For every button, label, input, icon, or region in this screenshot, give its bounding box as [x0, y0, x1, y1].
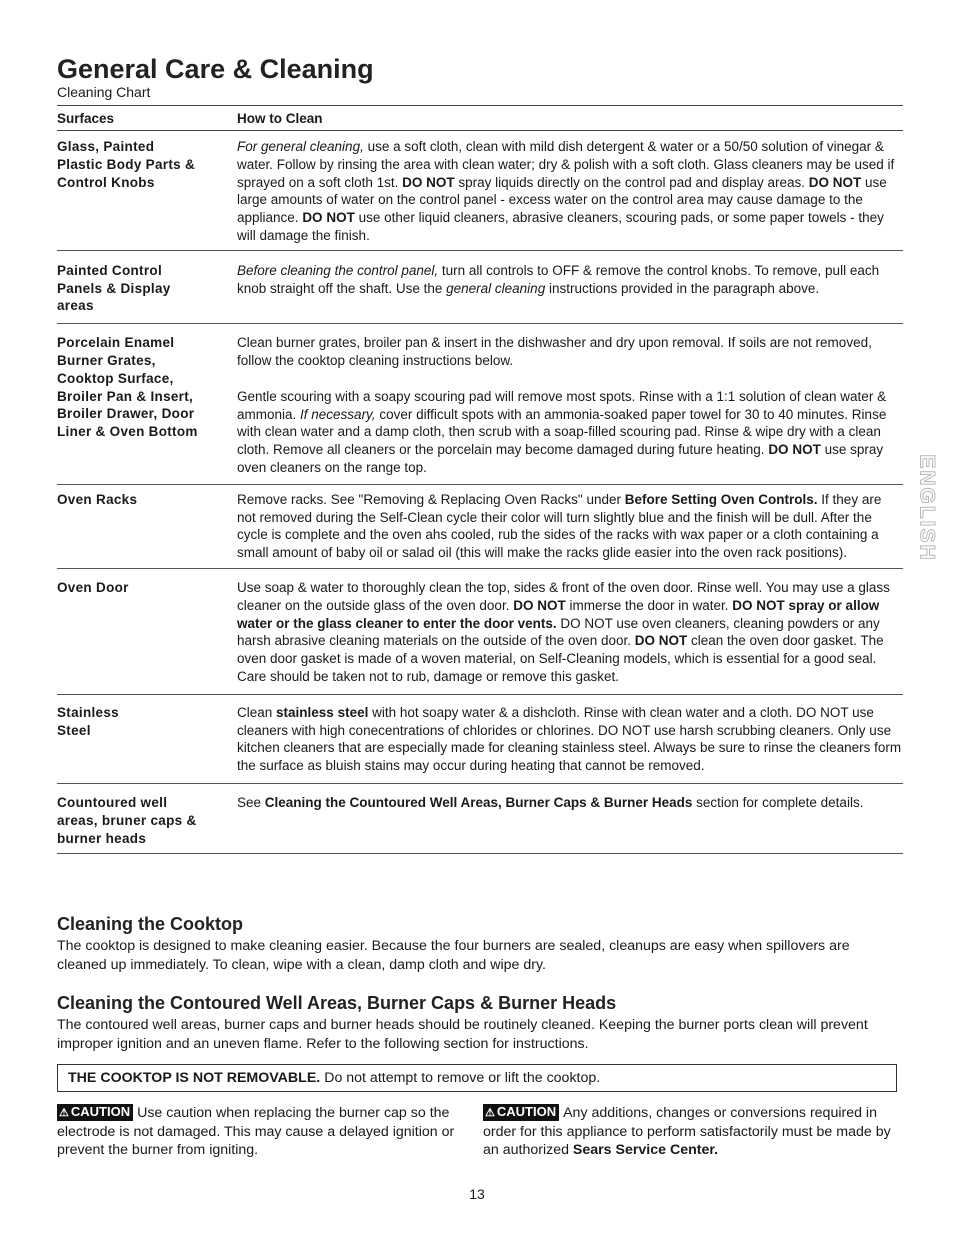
surface-line: Broiler Drawer, Door — [57, 406, 195, 422]
instruction-text: See — [237, 794, 265, 810]
surface-line: Oven Racks — [57, 491, 138, 507]
notice-text: Do not attempt to remove or lift the cooktop. — [320, 1070, 601, 1086]
table-row — [57, 251, 903, 324]
surface-line: areas, bruner caps & — [57, 812, 197, 828]
instruction-text: clean the oven door gasket. The oven door gasket is made of a woven material, on Self-Cleaning models, which is essential for a good seal. Care should be taken not to rub, damage or remove this gasket. — [237, 633, 884, 684]
surface-line: Stainless — [57, 704, 119, 720]
how-to-clean-cell — [237, 704, 903, 775]
instruction-text: use spray oven cleaners on the range top. — [237, 442, 884, 475]
table-row — [57, 569, 903, 695]
instruction-paragraph — [237, 388, 903, 477]
surface-line: Glass, Painted — [57, 139, 155, 154]
cooktop-heading: Cleaning the Cooktop — [57, 914, 243, 934]
caution-label: CAUTION — [70, 1104, 131, 1119]
cooktop-text: The cooktop is designed to make cleaning easier. Because the four burners are sealed, cleanups are easy when spillovers are cleaned up immediately. To clean, wipe with a clean, damp cloth and wipe dry. — [57, 938, 850, 973]
instruction-paragraph — [237, 138, 903, 245]
column-header-surfaces: Surfaces — [57, 110, 115, 126]
side-tab-label: ENGLISH — [916, 454, 939, 562]
page-title: General Care & Cleaning — [57, 54, 374, 84]
surface-line: Countoured well — [57, 794, 168, 810]
table-row — [57, 485, 903, 569]
caution-badge-left — [57, 1104, 133, 1121]
cleaning-chart — [57, 105, 903, 854]
instruction-text: use other liquid cleaners, abrasive cleaners, scouring pads, or some paper towels - they will damage the finish. — [237, 210, 884, 243]
table-body — [57, 131, 903, 854]
instruction-text: If necessary, — [300, 406, 376, 422]
caution-right-text: Any additions, changes or conversions required in order for this appliance to perform satisfactorily must be made by an authorized — [483, 1105, 891, 1158]
instruction-text: For general cleaning, — [237, 139, 364, 154]
notice-bold: THE COOKTOP IS NOT REMOVABLE. — [68, 1070, 321, 1086]
table-row — [57, 324, 903, 485]
surface-line: Painted Control — [57, 262, 162, 278]
how-to-clean-cell — [237, 579, 903, 686]
language-side-tab — [915, 448, 939, 568]
instruction-text: turn all controls to OFF & remove the control knobs. To remove, pull each knob straight off the shaft. Use the — [237, 262, 880, 296]
how-to-clean-cell — [237, 491, 903, 562]
surface-line: Burner Grates, — [57, 352, 156, 368]
column-header-how-to-clean: How to Clean — [237, 110, 323, 126]
surface-line: Oven Door — [57, 579, 129, 595]
instruction-paragraph — [237, 334, 903, 370]
instruction-text: DO NOT — [808, 174, 862, 190]
caution-label: CAUTION — [496, 1104, 557, 1119]
instruction-paragraph — [237, 262, 903, 298]
instruction-text: DO NOT use oven cleaners, cleaning powders or any harsh abrasive cleaning materials on the outside of the oven door. — [237, 615, 880, 649]
surface-cell — [57, 138, 237, 245]
instruction-text: use a soft cloth, clean with mild dish detergent & water or a 50/50 solution of vinegar & water. Follow by rinsing the area with clean water; dry & polish with a soft cloth. Glass cleaners may be used if sprayed on a soft cloth 1st. — [237, 139, 895, 190]
instruction-text: DO NOT — [513, 597, 566, 613]
instruction-text: with hot soapy water & a dishcloth. Rinse with clean water and a cloth. DO NOT use cleaners with high conecentrations of chlorides or chlorines. DO NOT use harsh scrubbing cleaners. Only use kitchen cleaners that are especially made for cleaning stainless steel. Always be sure to rinse the cleaners form the surface as bluish stains may occur during heating that cannot be removed. — [237, 704, 902, 774]
surface-line: Cooktop Surface, — [57, 370, 174, 386]
instruction-text: DO NOT — [402, 174, 455, 190]
instruction-text: Use soap & water to thoroughly clean the top, sides & front of the oven door. Rinse well. You may use a glass cleaner on the outside glass of the oven door. — [237, 579, 890, 613]
table-row — [57, 784, 903, 854]
surface-cell — [57, 579, 237, 686]
surface-line: Plastic Body Parts & — [57, 156, 196, 172]
page-number: 13 — [469, 1186, 485, 1202]
surface-cell — [57, 334, 237, 477]
not-removable-notice — [57, 1064, 897, 1092]
caution-right-bold: Sears Service Center. — [572, 1142, 719, 1158]
instruction-text: Clean burner grates, broiler pan & insert in the dishwasher and dry upon removal. If soils are not removed, follow the cooktop cleaning instructions below. — [237, 335, 872, 368]
surface-cell — [57, 704, 237, 775]
caution-badge-right — [483, 1104, 559, 1121]
table-row — [57, 695, 903, 784]
instruction-text: Before cleaning the control panel, — [237, 262, 439, 278]
table-row — [57, 131, 903, 251]
surface-line: Steel — [57, 722, 91, 738]
instruction-text: use large amounts of water on the control panel - excess water on the control area may cause damage to the appliance. — [237, 174, 887, 226]
instruction-text: Before Setting Oven Controls. — [624, 491, 818, 507]
caution-right — [483, 1104, 901, 1160]
instruction-text: DO NOT spray or allow water or the glass cleaner to enter the door vents. — [237, 597, 880, 631]
surface-cell — [57, 794, 237, 847]
surface-line: Broiler Pan & Insert, — [57, 388, 194, 404]
instruction-text: general cleaning — [446, 280, 546, 296]
contoured-text: The contoured well areas, burner caps and burner heads should be routinely cleaned. Keeping the burner ports clean will prevent improper ignition and an uneven flame. Refer to the following section for instructions. — [57, 1017, 868, 1052]
instruction-text: Cleaning the Countoured Well Areas, Burner Caps & Burner Heads — [264, 794, 693, 810]
contoured-heading: Cleaning the Contoured Well Areas, Burner Caps & Burner Heads — [57, 993, 617, 1013]
instruction-text: Remove racks. See "Removing & Replacing Oven Racks" under — [237, 491, 625, 507]
how-to-clean-cell — [237, 334, 903, 477]
instruction-text: instructions provided in the paragraph above. — [545, 280, 820, 296]
instruction-text: section for complete details. — [692, 794, 864, 810]
surface-line: areas — [57, 298, 94, 314]
instruction-paragraph — [237, 794, 903, 812]
surface-line: Panels & Display — [57, 280, 171, 296]
instruction-paragraph — [237, 704, 903, 775]
instruction-text: spray liquids directly on the control pad and display areas. — [454, 174, 809, 190]
caution-left-text: Use caution when replacing the burner cap so the electrode is not damaged. This may cause a delayed ignition or prevent the burner from igniting. — [57, 1105, 455, 1158]
instruction-text: DO NOT — [302, 210, 355, 226]
page-subtitle: Cleaning Chart — [57, 84, 151, 100]
instruction-text: cover difficult spots with an ammonia-soaked paper towel for 30 to 40 minutes. Rinse with clean water and a damp cloth, then scrub with a soap-filled scouring pad. Rinse & wipe dry with a clean cloth. Remove all cleaners or the porcelain may become damaged during future heating. — [237, 406, 887, 458]
caution-left — [57, 1104, 457, 1160]
instruction-text: stainless steel — [276, 704, 369, 720]
instruction-text: Gentle scouring with a soapy scouring pad will remove most spots. Rinse with a 1:1 solution of clean water & ammonia. — [237, 388, 887, 422]
surface-line: Liner & Oven Bottom — [57, 424, 198, 440]
warning-triangle-icon: ⚠ — [59, 1107, 69, 1119]
table-header — [57, 106, 903, 131]
instruction-text: immerse the door in water. — [565, 597, 733, 613]
instruction-paragraph — [237, 491, 903, 562]
warning-triangle-icon: ⚠ — [485, 1107, 495, 1119]
how-to-clean-cell — [237, 262, 903, 315]
surface-cell — [57, 491, 237, 562]
surface-line: Control Knobs — [57, 174, 155, 190]
instruction-text: DO NOT — [768, 442, 821, 458]
instruction-text: Clean — [237, 704, 277, 720]
how-to-clean-cell — [237, 138, 903, 245]
instruction-text: If they are not removed during the Self-Clean cycle their color will turn slightly blue and the finish will be dull. After the cycle is complete and the oven ahs cooled, rub the sides of the racks with wax paper or a cloth containing a small amount of baby oil or salad oil (this will make the racks glide easier into the oven rack positions). — [237, 491, 882, 561]
surface-line: burner heads — [57, 830, 147, 846]
surface-cell — [57, 262, 237, 315]
surface-line: Porcelain Enamel — [57, 335, 175, 351]
instruction-text: DO NOT — [634, 633, 688, 649]
instruction-paragraph — [237, 579, 903, 686]
how-to-clean-cell — [237, 794, 903, 847]
